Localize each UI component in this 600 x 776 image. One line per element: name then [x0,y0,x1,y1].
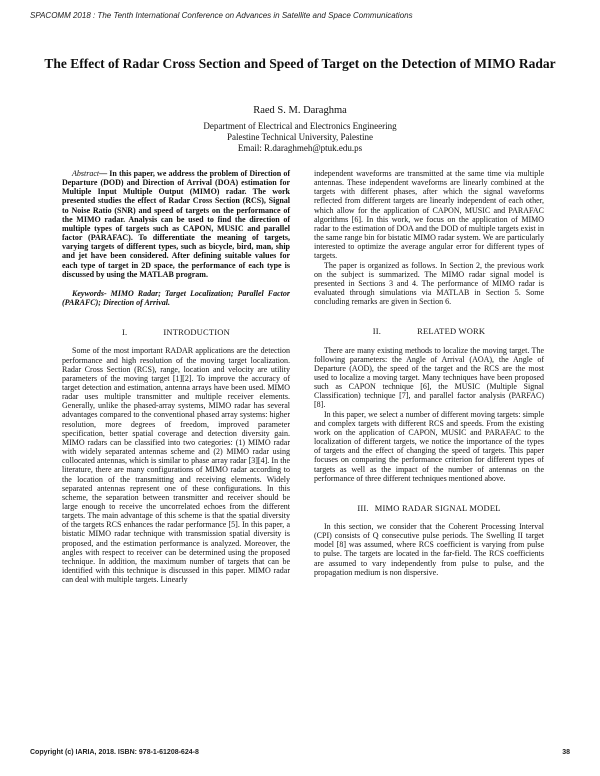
section-heading-introduction: I. INTRODUCTION [122,327,230,338]
conference-header: SPACOMM 2018 : The Tenth International Conference on Advances in Satellite and Space Communications [30,11,413,20]
author-block [100,105,500,154]
related-paragraph-1: There are many existing methods to localize the moving target. The following parameters: the Angle of Arrival (AOA), the Angle of Departure (AOD), the speed of the target and the RCS are the most used to localize a moving target. Many techniques have been proposed such as CAPON technique [6], the MUSIC (Multiple Signal Classification) technique [7], and parallel factor analysis (PARFAC) [8]. [314,345,544,410]
footer-copyright: Copyright (c) IARIA, 2018. ISBN: 978-1-61208-624-8 [30,749,199,756]
left-column [62,169,290,584]
author-university: Palestine Technical University, Palestine [226,132,374,142]
related-paragraph-2: In this paper, we select a number of different moving targets: simple and complex targets with different RCS and speeds. From the existing work on the application of CAPON, MUSIC and PARAFAC to the localization of different targets, we notice the importance of the types of targets and the effect of changing the speed of targets. This paper focuses on comparing the performance criterion for different types of targets as well as the impact of the number of antennas on the performance of three different techniques mentioned above. [314,409,544,483]
keywords: Keywords- MIMO Radar; Target Localization; Parallel Factor (PARAFC); Direction of Arrival. [62,288,290,308]
intro-paragraph-3: The paper is organized as follows. In Section 2, the previous work on the subject is summarized. The MIMO radar signal model is presented in Sections 3 and 4. The performance of MIMO radar is evaluated through simulations via MATLAB in Section 5. Some concluding remarks are given in Section 6. [314,260,544,307]
section-heading-signal-model: III. MIMO RADAR SIGNAL MODEL [357,502,501,513]
author-name: Raed S. M. Daraghma [253,105,347,116]
abstract-body: — In this paper, we address the problem of Direction of Departure (DOD) and Direction of Arrival (DOA) estimation for Multiple Input Multiple Output (MIMO) radar. The work presented studies the effect of Radar Cross Section (RCS), Signal to Noise Ratio (SNR) and speed of targets on the performance of the MIMO radar. Analysis can be used to find the direction of multiple types of targets such as CAPON, MUSIC and parallel factor (PARAFAC). To differentiate the meaning of targets, varying targets of different types, such as bicycle, bird, man, ship and jet have been considered. After defining suitable values for each type of target in 2D space, the performance of each type is discussed by using the MATLAB program. [62,169,290,279]
intro-paragraph-2: independent waveforms are transmitted at the same time via multiple antennas. These independent waveforms are linearly combined at the targets with different phases, after which the signal waveforms reflected from different targets are linearly independent of each other, which allow for the application of CAPON, MUSIC and PARAFAC algorithms [6]. In this work, we focus on the application of MIMO radar to the estimation of DOA and the DOD of multiple targets exist in the same range bin for bistatic MIMO radar system. We are particularly interested to optimize the average angular error for different types of targets. [314,169,544,261]
author-email: Email: R.daraghmeh@ptuk.edu.ps [237,143,363,153]
page-number: 38 [562,749,570,756]
abstract-lead: Abstract [72,169,100,178]
model-paragraph-1: In this section, we consider that the Coherent Processing Interval (CPI) consists of Q consecutive pulse periods. The Swelling II target model [8] was assumed, where RCS coefficient is varying from pulse to pulse. The targets are located in the far-field. The RCS coefficients are assumed to vary independently from pulse to pulse, and the propagation medium is non dispersive. [314,522,544,577]
paper-title: The Effect of Radar Cross Section and Speed of Target on the Detection of MIMO Radar [44,56,556,71]
abstract [62,169,290,279]
intro-paragraph-1: Some of the most important RADAR applications are the detection performance and high resolution of the moving target localization. Radar Cross Section (RCS), range, location and velocity are utility parameters of the moving target [1][2]. To improve the accuracy of target detection and estimation, antenna arrays have been used. MIMO radar uses multiple transmitter and multiple receiver elements. Generally, unlike the phased-array systems, MIMO radar has several advantages compared to the conventional phased array systems: higher resolution, more degrees of freedom, improved parameter specification, better spatial coverage and detection diversity gain. MIMO radars can be classified into two categories: (1) MIMO radar with widely separated antennas scheme and (2) MIMO radar using collocated antennas, which is similar to phase array radar [3][4]. In the literature, there are many configurations of MIMO radar according to the location of the transmitting and receiving elements. Widely separated antennas represent one of these configurations. In this scheme, the separation between transmitter and receiver should be large enough to receive the uncorrelated echoes from the different targets. The main advantage of this scheme is that the spatial diversity of the targets RCS enhances the radar performance [5]. In this paper, a bistatic MIMO radar technique with transmission spatial diversity is proposed, and the estimation performance is analyzed. Moreover, the angles with respect to receiver can be determined using the proposed technique. In addition, the maximum number of targets that can be identified with this technique is discussed in this paper. MIMO radar can deal with multiple targets. Linearly [62,346,290,585]
right-column [314,169,544,577]
author-department: Department of Electrical and Electronics Engineering [203,121,397,131]
section-heading-related-work: II. RELATED WORK [372,326,486,337]
